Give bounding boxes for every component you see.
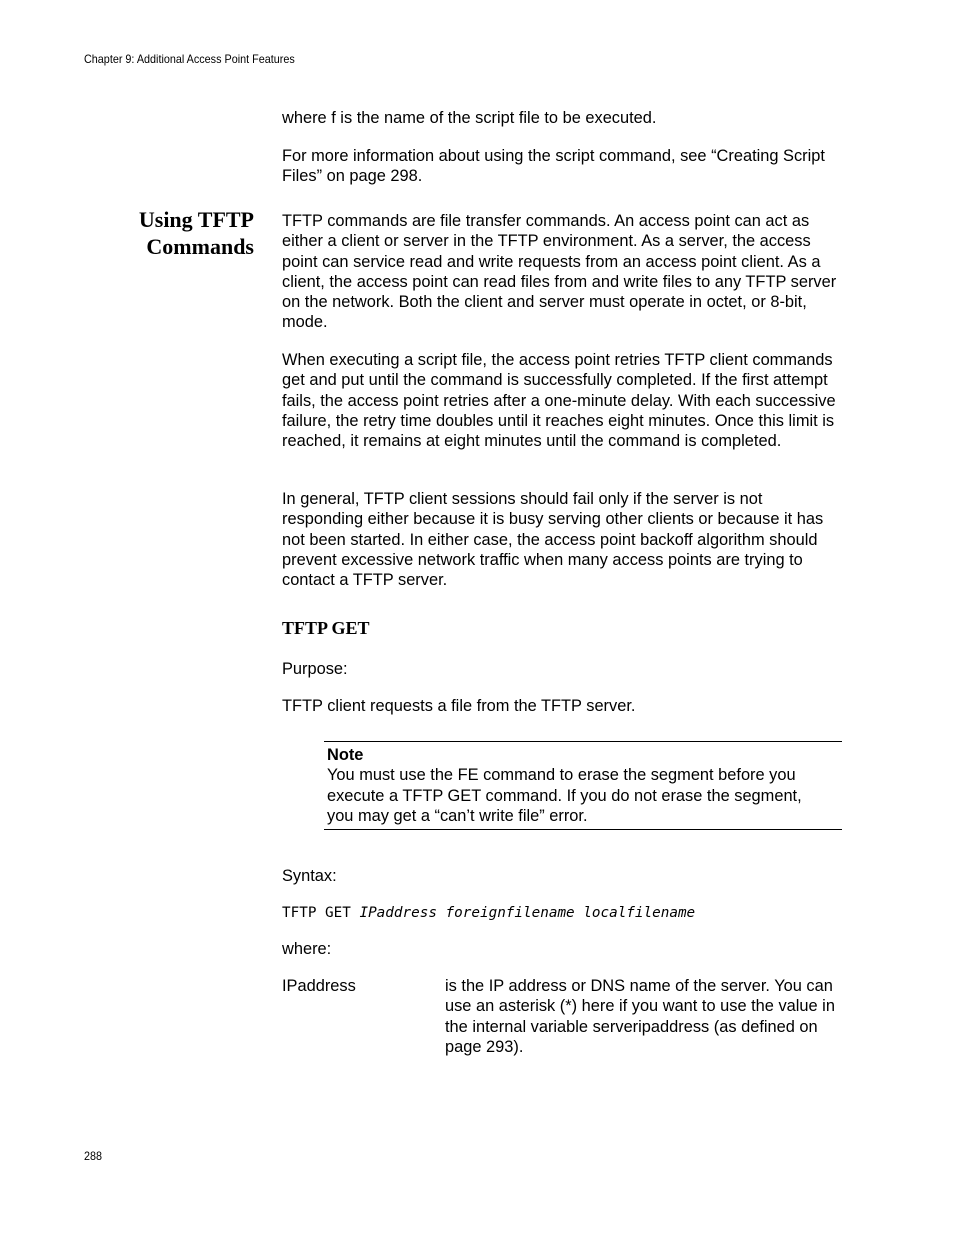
where-label: where: (282, 940, 332, 958)
note-text: You must use the FE command to erase the segment before you execute a TFTP GET command. If you do not erase the segment, you may get a “can’t write file” error. (327, 766, 802, 825)
purpose-text: TFTP client requests a file from the TFTP server. (282, 697, 636, 715)
running-header: Chapter 9: Additional Access Point Features (84, 52, 295, 66)
section-heading (139, 206, 254, 260)
parameter-description: is the IP address or DNS name of the server. You can use an asterisk (*) here if you want to use the value in the internal variable serveripaddress (as defined on page 293). (445, 977, 835, 1056)
intro-paragraph-2: For more information about using the script command, see “Creating Script Files” on page 298. (282, 147, 825, 186)
section-heading-line-1: Using TFTP (138, 207, 254, 232)
page-number: 288 (84, 1149, 103, 1163)
intro-paragraph-1: where f is the name of the script file to be executed. (282, 109, 657, 127)
syntax-command: TFTP GET (282, 905, 360, 921)
section-paragraph-2: When executing a script file, the access point retries TFTP client commands get and put until the command is successfully completed. If the first attempt fails, the access point retries after a one-minute delay. With each successive failure, the retry time doubles until it reaches eight minutes. Once this limit is reached, it remains at eight minutes until the command is completed. (282, 351, 836, 451)
parameter-name: IPaddress (282, 977, 356, 995)
syntax-code (282, 903, 695, 923)
section-heading-line-2: Commands (146, 234, 254, 259)
syntax-label: Syntax: (282, 867, 337, 885)
syntax-arguments: IPaddress foreignfilename localfilename (359, 905, 696, 921)
note-title: Note (327, 746, 364, 764)
note-box (324, 741, 842, 830)
purpose-label: Purpose: (282, 660, 348, 678)
tftp-get-heading: TFTP GET (282, 618, 370, 638)
section-paragraph-3: In general, TFTP client sessions should fail only if the server is not responding either because it is busy serving other clients or because it has not been started. In either case, the access point backoff algorithm should prevent excessive network traffic when many access points are trying to contact a TFTP server. (282, 490, 824, 590)
section-paragraph-1: TFTP commands are file transfer commands. An access point can act as either a client or server in the TFTP environment. As a server, the access point can service read and write requests from an access point client. As a client, the access point can read files from and write files to any TFTP server on the network. Both the client and server must operate in octet, or 8-bit, mode. (282, 212, 837, 332)
